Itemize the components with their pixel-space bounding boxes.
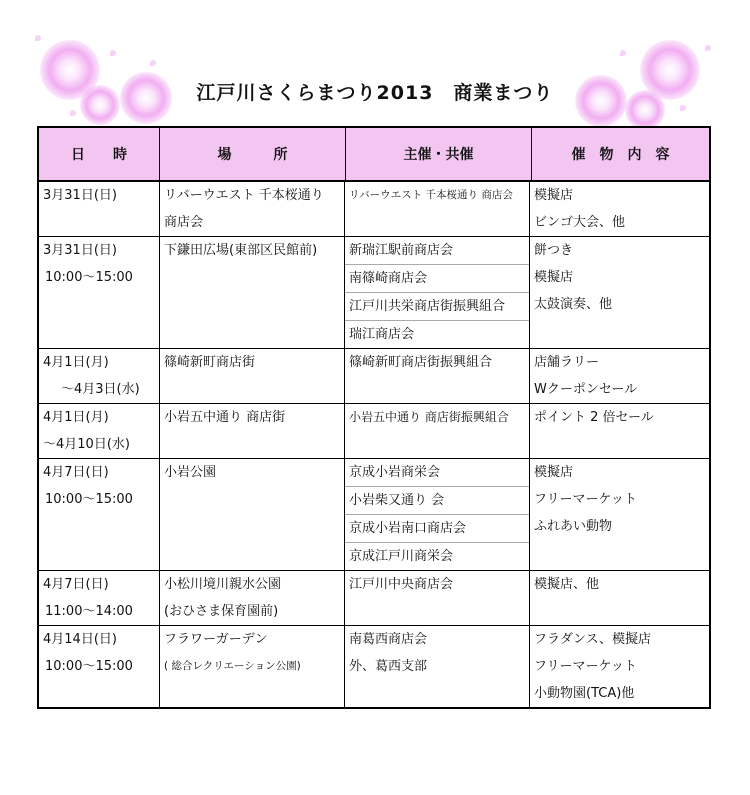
table-row	[39, 459, 709, 571]
table-header	[39, 128, 709, 182]
event-schedule-table	[37, 126, 711, 709]
organizer-cell: 江戸川中央商店会	[344, 571, 529, 625]
date-cell: 4月1日(月) 〜4月10日(水)	[43, 410, 130, 452]
header-event: 催 物 内 容	[531, 128, 709, 180]
event-cell: フラダンス、模擬店 フリーマーケット 小動物園(TCA)他	[529, 626, 709, 707]
table-row	[39, 182, 709, 237]
table-row	[39, 571, 709, 626]
place-cell: 下鎌田広場(東部区民館前)	[159, 237, 344, 348]
event-cell: 模擬店、他	[529, 571, 709, 625]
place-cell: フラワーガーデン ( 総合レクリエーション公園)	[159, 626, 344, 707]
page-title: 江戸川さくらまつり2013 商業まつり	[196, 82, 554, 104]
organizer-cell: 南葛西商店会 外、葛西支部	[344, 626, 529, 707]
table-row	[39, 349, 709, 404]
date-cell: 3月31日(日) 10:00〜15:00	[43, 243, 133, 285]
table-row	[39, 237, 709, 349]
event-cell: 模擬店 フリーマーケット ふれあい動物	[529, 459, 709, 570]
organizer-cell: 小岩五中通り 商店街振興組合	[344, 404, 529, 458]
place-cell: 篠崎新町商店街	[159, 349, 344, 403]
event-cell: 餅つき 模擬店 太鼓演奏、他	[529, 237, 709, 348]
event-cell: 店舗ラリー Wクーポンセール	[529, 349, 709, 403]
organizer-cell: リバーウエスト 千本桜通り 商店会	[344, 182, 529, 236]
place-cell: リバーウエスト 千本桜通り 商店会	[159, 182, 344, 236]
place-cell: 小松川境川親水公園 (おひさま保育園前)	[159, 571, 344, 625]
organizer-cell: 新瑞江駅前商店会 南篠崎商店会 江戸川共栄商店街振興組合 瑞江商店会	[344, 237, 529, 348]
organizer-cell: 篠崎新町商店街振興組合	[344, 349, 529, 403]
date-cell: 4月1日(月) 〜4月3日(水)	[43, 355, 140, 397]
table-row	[39, 626, 709, 707]
header-place: 場 所	[159, 128, 345, 180]
table-row	[39, 404, 709, 459]
event-cell: ポイント 2 倍セール	[529, 404, 709, 458]
date-cell: 4月7日(日) 11:00〜14:00	[43, 577, 133, 619]
event-cell: 模擬店 ビンゴ大会、他	[529, 182, 709, 236]
date-cell: 3月31日(日)	[43, 188, 117, 203]
header-datetime: 日 時	[71, 147, 127, 163]
organizer-cell: 京成小岩商栄会 小岩柴又通り 会 京成小岩南口商店会 京成江戸川商栄会	[344, 459, 529, 570]
date-cell: 4月7日(日) 10:00〜15:00	[43, 465, 133, 507]
place-cell: 小岩公園	[159, 459, 344, 570]
header-organizer: 主催・共催	[345, 128, 531, 180]
date-cell: 4月14日(日) 10:00〜15:00	[43, 632, 133, 674]
place-cell: 小岩五中通り 商店街	[159, 404, 344, 458]
